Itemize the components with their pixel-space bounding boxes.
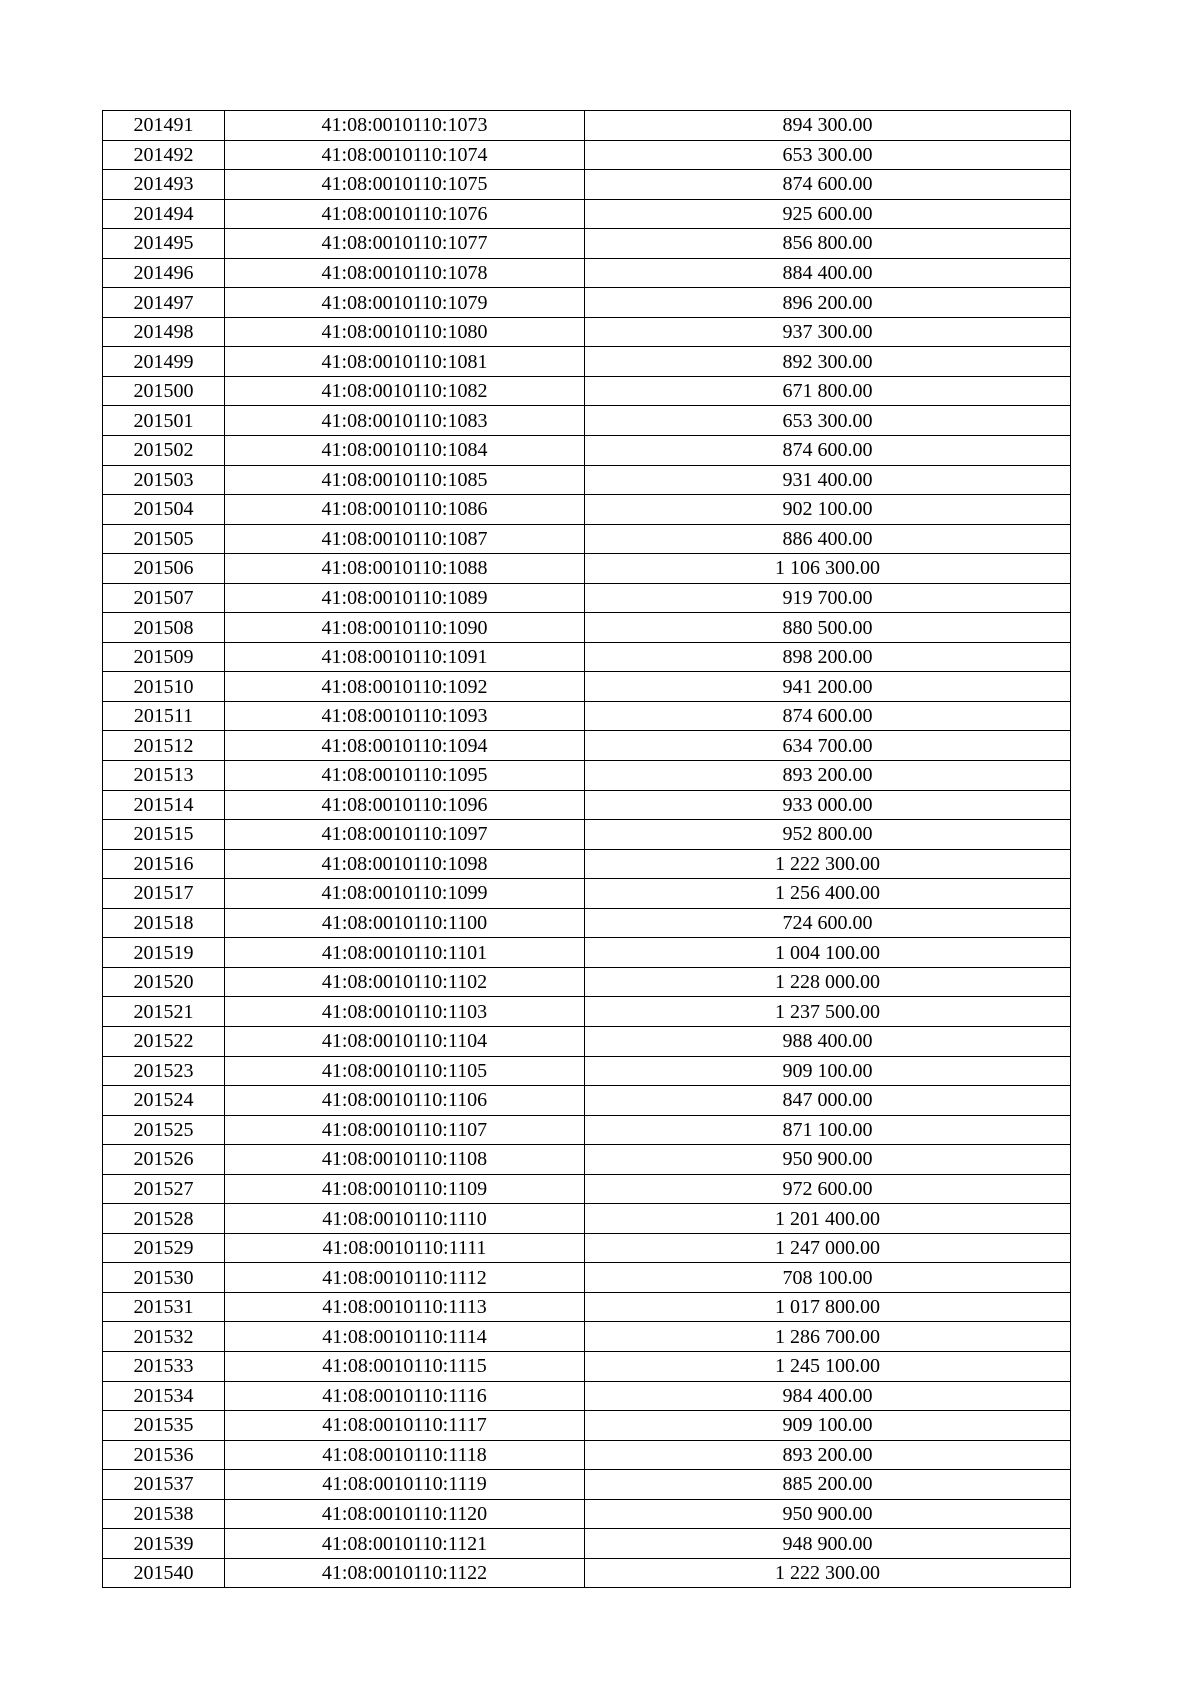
value-cell: 1 222 300.00	[585, 849, 1071, 879]
value-cell: 874 600.00	[585, 170, 1071, 200]
value-cell: 898 200.00	[585, 642, 1071, 672]
cadastral-number-cell: 41:08:0010110:1120	[225, 1499, 585, 1529]
value-cell: 1 004 100.00	[585, 938, 1071, 968]
cadastral-number-cell: 41:08:0010110:1092	[225, 672, 585, 702]
cadastral-number-cell: 41:08:0010110:1111	[225, 1233, 585, 1263]
table-row	[103, 406, 1071, 436]
value-cell: 1 228 000.00	[585, 967, 1071, 997]
cadastral-number-cell: 41:08:0010110:1077	[225, 229, 585, 259]
value-cell: 1 245 100.00	[585, 1351, 1071, 1381]
cadastral-number-cell: 41:08:0010110:1089	[225, 583, 585, 613]
cadastral-number-cell: 41:08:0010110:1114	[225, 1322, 585, 1352]
cadastral-number-cell: 41:08:0010110:1075	[225, 170, 585, 200]
cadastral-number-cell: 41:08:0010110:1108	[225, 1145, 585, 1175]
row-number-cell: 201534	[103, 1381, 225, 1411]
table-row	[103, 199, 1071, 229]
cadastral-number-cell: 41:08:0010110:1116	[225, 1381, 585, 1411]
cadastral-number-cell: 41:08:0010110:1074	[225, 140, 585, 170]
cadastral-number-cell: 41:08:0010110:1115	[225, 1351, 585, 1381]
table-row	[103, 908, 1071, 938]
row-number-cell: 201512	[103, 731, 225, 761]
value-cell: 909 100.00	[585, 1411, 1071, 1441]
cadastral-number-cell: 41:08:0010110:1122	[225, 1558, 585, 1588]
table-row	[103, 820, 1071, 850]
value-cell: 708 100.00	[585, 1263, 1071, 1293]
table-row	[103, 879, 1071, 909]
table-row	[103, 1470, 1071, 1500]
cadastral-number-cell: 41:08:0010110:1101	[225, 938, 585, 968]
table-row	[103, 1263, 1071, 1293]
table-row	[103, 761, 1071, 791]
table-row	[103, 347, 1071, 377]
value-cell: 724 600.00	[585, 908, 1071, 938]
value-cell: 1 017 800.00	[585, 1292, 1071, 1322]
table-row	[103, 495, 1071, 525]
table-row	[103, 1381, 1071, 1411]
row-number-cell: 201524	[103, 1086, 225, 1116]
cadastral-number-cell: 41:08:0010110:1087	[225, 524, 585, 554]
row-number-cell: 201506	[103, 554, 225, 584]
table-row	[103, 1026, 1071, 1056]
table-row	[103, 1115, 1071, 1145]
cadastral-number-cell: 41:08:0010110:1117	[225, 1411, 585, 1441]
table-row	[103, 524, 1071, 554]
value-cell: 653 300.00	[585, 406, 1071, 436]
table-row	[103, 111, 1071, 141]
cadastral-number-cell: 41:08:0010110:1107	[225, 1115, 585, 1145]
row-number-cell: 201511	[103, 701, 225, 731]
row-number-cell: 201533	[103, 1351, 225, 1381]
row-number-cell: 201526	[103, 1145, 225, 1175]
cadastral-number-cell: 41:08:0010110:1083	[225, 406, 585, 436]
cadastral-number-cell: 41:08:0010110:1085	[225, 465, 585, 495]
cadastral-number-cell: 41:08:0010110:1078	[225, 258, 585, 288]
row-number-cell: 201535	[103, 1411, 225, 1441]
row-number-cell: 201513	[103, 761, 225, 791]
row-number-cell: 201500	[103, 376, 225, 406]
value-cell: 950 900.00	[585, 1499, 1071, 1529]
row-number-cell: 201540	[103, 1558, 225, 1588]
cadastral-number-cell: 41:08:0010110:1104	[225, 1026, 585, 1056]
table-row	[103, 790, 1071, 820]
table-row	[103, 1440, 1071, 1470]
row-number-cell: 201539	[103, 1529, 225, 1559]
table-row	[103, 1204, 1071, 1234]
row-number-cell: 201515	[103, 820, 225, 850]
row-number-cell: 201528	[103, 1204, 225, 1234]
row-number-cell: 201508	[103, 613, 225, 643]
cadastral-number-cell: 41:08:0010110:1099	[225, 879, 585, 909]
cadastral-number-cell: 41:08:0010110:1109	[225, 1174, 585, 1204]
row-number-cell: 201518	[103, 908, 225, 938]
table-row	[103, 672, 1071, 702]
value-cell: 893 200.00	[585, 1440, 1071, 1470]
row-number-cell: 201497	[103, 288, 225, 318]
row-number-cell: 201505	[103, 524, 225, 554]
table-row	[103, 465, 1071, 495]
row-number-cell: 201510	[103, 672, 225, 702]
row-number-cell: 201503	[103, 465, 225, 495]
row-number-cell: 201499	[103, 347, 225, 377]
table-row	[103, 1558, 1071, 1588]
table-row	[103, 317, 1071, 347]
value-cell: 886 400.00	[585, 524, 1071, 554]
value-cell: 902 100.00	[585, 495, 1071, 525]
cadastral-number-cell: 41:08:0010110:1090	[225, 613, 585, 643]
table-body	[103, 111, 1071, 1588]
value-cell: 847 000.00	[585, 1086, 1071, 1116]
row-number-cell: 201495	[103, 229, 225, 259]
cadastral-number-cell: 41:08:0010110:1082	[225, 376, 585, 406]
row-number-cell: 201519	[103, 938, 225, 968]
row-number-cell: 201507	[103, 583, 225, 613]
value-cell: 1 256 400.00	[585, 879, 1071, 909]
table-row	[103, 583, 1071, 613]
value-cell: 653 300.00	[585, 140, 1071, 170]
table-row	[103, 849, 1071, 879]
cadastral-number-cell: 41:08:0010110:1110	[225, 1204, 585, 1234]
row-number-cell: 201527	[103, 1174, 225, 1204]
table-row	[103, 1351, 1071, 1381]
cadastral-number-cell: 41:08:0010110:1080	[225, 317, 585, 347]
cadastral-number-cell: 41:08:0010110:1121	[225, 1529, 585, 1559]
cadastral-number-cell: 41:08:0010110:1098	[225, 849, 585, 879]
value-cell: 941 200.00	[585, 672, 1071, 702]
cadastral-number-cell: 41:08:0010110:1091	[225, 642, 585, 672]
table-row	[103, 1292, 1071, 1322]
cadastral-number-cell: 41:08:0010110:1105	[225, 1056, 585, 1086]
row-number-cell: 201496	[103, 258, 225, 288]
value-cell: 893 200.00	[585, 761, 1071, 791]
value-cell: 671 800.00	[585, 376, 1071, 406]
row-number-cell: 201529	[103, 1233, 225, 1263]
value-cell: 1 237 500.00	[585, 997, 1071, 1027]
row-number-cell: 201514	[103, 790, 225, 820]
row-number-cell: 201536	[103, 1440, 225, 1470]
value-cell: 1 222 300.00	[585, 1558, 1071, 1588]
row-number-cell: 201493	[103, 170, 225, 200]
value-cell: 874 600.00	[585, 701, 1071, 731]
row-number-cell: 201494	[103, 199, 225, 229]
row-number-cell: 201520	[103, 967, 225, 997]
value-cell: 937 300.00	[585, 317, 1071, 347]
table-row	[103, 701, 1071, 731]
row-number-cell: 201509	[103, 642, 225, 672]
cadastral-number-cell: 41:08:0010110:1095	[225, 761, 585, 791]
row-number-cell: 201525	[103, 1115, 225, 1145]
table-row	[103, 1411, 1071, 1441]
cadastral-number-cell: 41:08:0010110:1112	[225, 1263, 585, 1293]
cadastral-number-cell: 41:08:0010110:1097	[225, 820, 585, 850]
row-number-cell: 201491	[103, 111, 225, 141]
value-cell: 948 900.00	[585, 1529, 1071, 1559]
row-number-cell: 201522	[103, 1026, 225, 1056]
table-row	[103, 1174, 1071, 1204]
value-cell: 885 200.00	[585, 1470, 1071, 1500]
row-number-cell: 201517	[103, 879, 225, 909]
value-cell: 894 300.00	[585, 111, 1071, 141]
value-cell: 925 600.00	[585, 199, 1071, 229]
cadastral-number-cell: 41:08:0010110:1102	[225, 967, 585, 997]
value-cell: 1 106 300.00	[585, 554, 1071, 584]
table-row	[103, 140, 1071, 170]
row-number-cell: 201516	[103, 849, 225, 879]
value-cell: 1 201 400.00	[585, 1204, 1071, 1234]
data-table	[102, 110, 1071, 1588]
cadastral-number-cell: 41:08:0010110:1076	[225, 199, 585, 229]
value-cell: 874 600.00	[585, 436, 1071, 466]
value-cell: 896 200.00	[585, 288, 1071, 318]
cadastral-number-cell: 41:08:0010110:1079	[225, 288, 585, 318]
value-cell: 880 500.00	[585, 613, 1071, 643]
table-row	[103, 1233, 1071, 1263]
table-row	[103, 967, 1071, 997]
value-cell: 871 100.00	[585, 1115, 1071, 1145]
table-row	[103, 1499, 1071, 1529]
row-number-cell: 201502	[103, 436, 225, 466]
row-number-cell: 201530	[103, 1263, 225, 1293]
table-row	[103, 1322, 1071, 1352]
row-number-cell: 201521	[103, 997, 225, 1027]
value-cell: 634 700.00	[585, 731, 1071, 761]
row-number-cell: 201532	[103, 1322, 225, 1352]
cadastral-number-cell: 41:08:0010110:1106	[225, 1086, 585, 1116]
value-cell: 931 400.00	[585, 465, 1071, 495]
table-row	[103, 1145, 1071, 1175]
cadastral-number-cell: 41:08:0010110:1118	[225, 1440, 585, 1470]
table-row	[103, 288, 1071, 318]
table-row	[103, 1529, 1071, 1559]
table-row	[103, 258, 1071, 288]
value-cell: 950 900.00	[585, 1145, 1071, 1175]
cadastral-number-cell: 41:08:0010110:1088	[225, 554, 585, 584]
value-cell: 884 400.00	[585, 258, 1071, 288]
row-number-cell: 201523	[103, 1056, 225, 1086]
table-row	[103, 997, 1071, 1027]
value-cell: 1 286 700.00	[585, 1322, 1071, 1352]
row-number-cell: 201504	[103, 495, 225, 525]
value-cell: 933 000.00	[585, 790, 1071, 820]
value-cell: 984 400.00	[585, 1381, 1071, 1411]
table-row	[103, 1086, 1071, 1116]
value-cell: 972 600.00	[585, 1174, 1071, 1204]
value-cell: 856 800.00	[585, 229, 1071, 259]
cadastral-number-cell: 41:08:0010110:1073	[225, 111, 585, 141]
table-row	[103, 642, 1071, 672]
row-number-cell: 201531	[103, 1292, 225, 1322]
row-number-cell: 201537	[103, 1470, 225, 1500]
table-row	[103, 436, 1071, 466]
row-number-cell: 201498	[103, 317, 225, 347]
table-row	[103, 554, 1071, 584]
row-number-cell: 201492	[103, 140, 225, 170]
value-cell: 1 247 000.00	[585, 1233, 1071, 1263]
value-cell: 892 300.00	[585, 347, 1071, 377]
table-row	[103, 613, 1071, 643]
table-row	[103, 229, 1071, 259]
table-row	[103, 170, 1071, 200]
value-cell: 909 100.00	[585, 1056, 1071, 1086]
cadastral-number-cell: 41:08:0010110:1084	[225, 436, 585, 466]
row-number-cell: 201501	[103, 406, 225, 436]
table-row	[103, 938, 1071, 968]
cadastral-number-cell: 41:08:0010110:1119	[225, 1470, 585, 1500]
cadastral-number-cell: 41:08:0010110:1103	[225, 997, 585, 1027]
cadastral-number-cell: 41:08:0010110:1086	[225, 495, 585, 525]
value-cell: 988 400.00	[585, 1026, 1071, 1056]
table-row	[103, 731, 1071, 761]
value-cell: 952 800.00	[585, 820, 1071, 850]
cadastral-number-cell: 41:08:0010110:1113	[225, 1292, 585, 1322]
value-cell: 919 700.00	[585, 583, 1071, 613]
cadastral-number-cell: 41:08:0010110:1093	[225, 701, 585, 731]
cadastral-number-cell: 41:08:0010110:1096	[225, 790, 585, 820]
cadastral-number-cell: 41:08:0010110:1100	[225, 908, 585, 938]
table-row	[103, 376, 1071, 406]
cadastral-number-cell: 41:08:0010110:1081	[225, 347, 585, 377]
cadastral-number-cell: 41:08:0010110:1094	[225, 731, 585, 761]
table-row	[103, 1056, 1071, 1086]
row-number-cell: 201538	[103, 1499, 225, 1529]
